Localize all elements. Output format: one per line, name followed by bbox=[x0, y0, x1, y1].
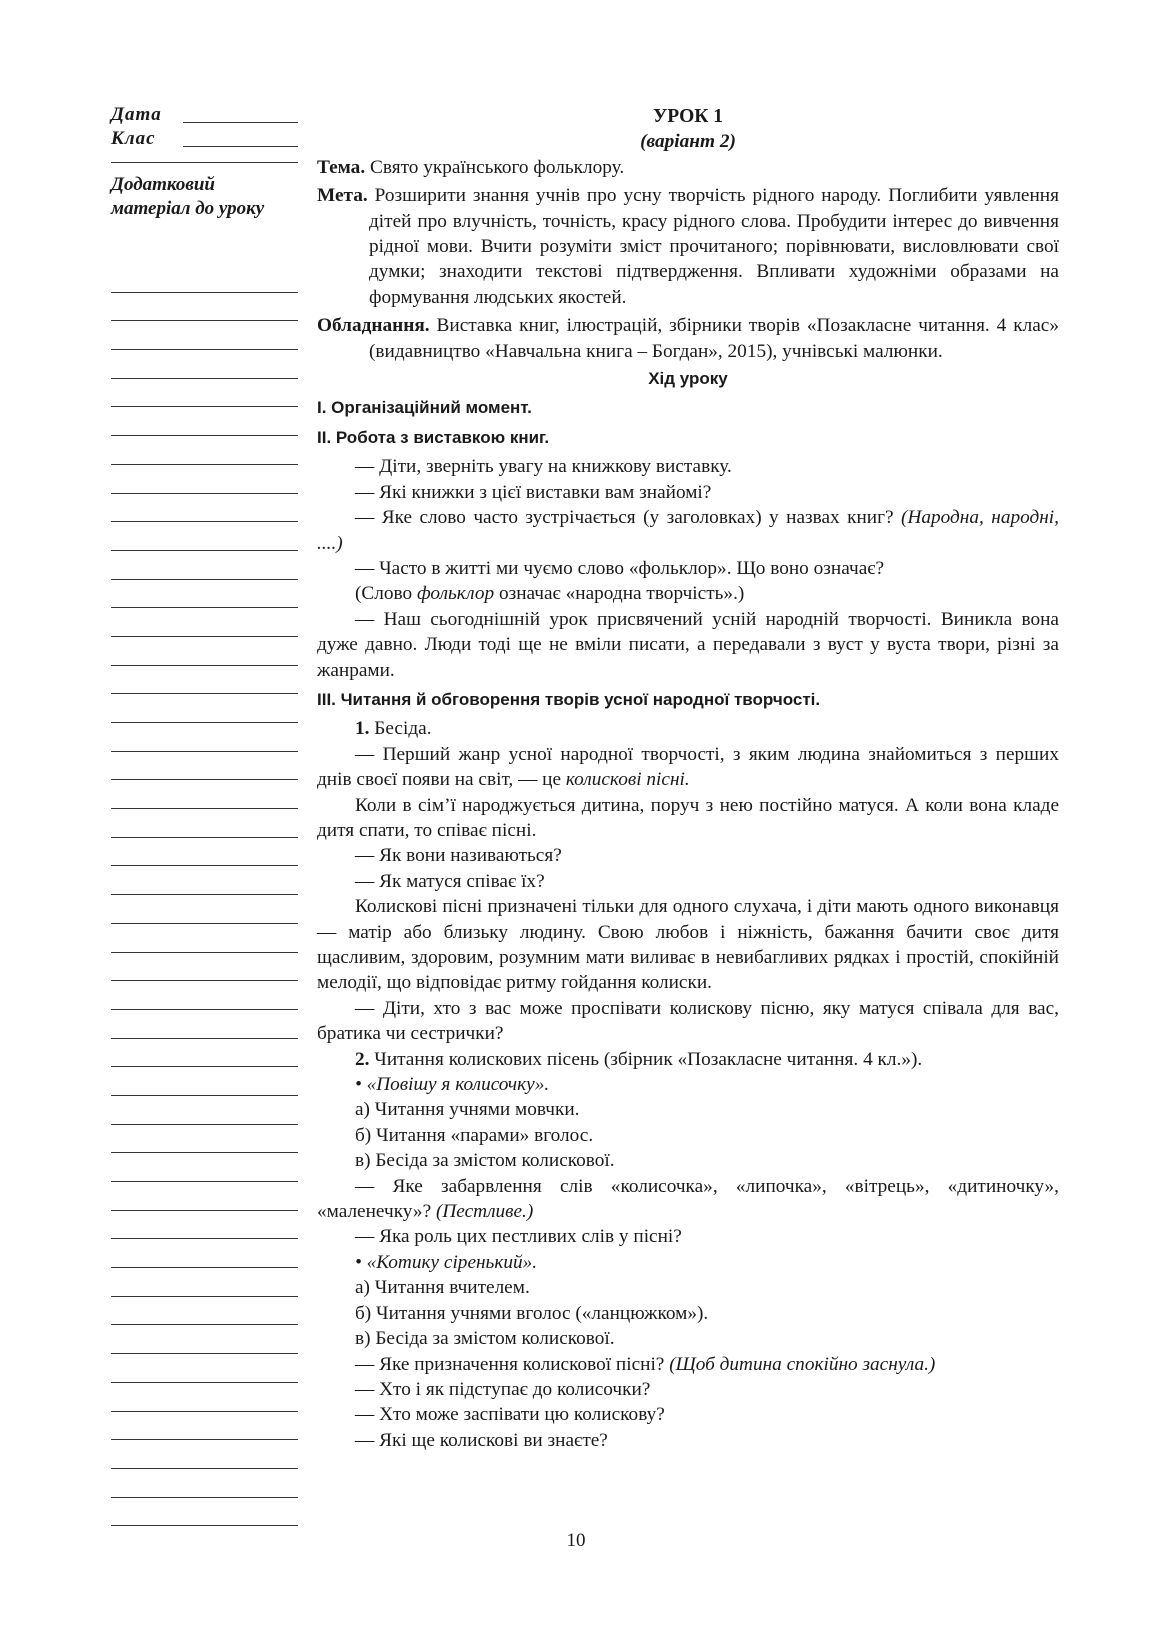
lesson-title: УРОК 1 bbox=[652, 106, 724, 127]
equipment-label: Обладнання. bbox=[317, 315, 430, 337]
note-line bbox=[111, 436, 298, 465]
notes-lines bbox=[111, 264, 298, 1526]
extra-material-label: Додатковий матеріал до уроку bbox=[111, 174, 265, 219]
s2-line-4: — Часто в житті ми чуємо слово «фольклор». Що воно означає? bbox=[355, 557, 885, 579]
section-3-heading: III. Читання й обговорення творів усної народної творчості. bbox=[317, 689, 821, 709]
section-2-heading: II. Робота з виставкою книг. bbox=[317, 427, 550, 447]
s2-line-3-answer: (Народна, народні, ....) bbox=[317, 507, 1059, 554]
s2-line-5-term: фольклор bbox=[417, 583, 495, 605]
note-line bbox=[111, 866, 298, 895]
class-line bbox=[183, 146, 298, 147]
song-2-step-a: а) Читання вчителем. bbox=[355, 1277, 530, 1299]
song-2-title: • «Котику сіренький». bbox=[355, 1251, 538, 1273]
s2-line-3-text: — Яке слово часто зустрічається (у заголовках) у назвах книг? bbox=[355, 507, 894, 529]
s2-line-2: — Які книжки з цієї виставки вам знайомі? bbox=[355, 481, 712, 503]
date-field bbox=[111, 104, 298, 128]
s2-line-5 bbox=[317, 581, 1059, 606]
note-line bbox=[111, 522, 298, 551]
song-2-step-b: б) Читання учнями вголос («ланцюжком»). bbox=[355, 1302, 709, 1324]
note-line bbox=[111, 407, 298, 436]
note-line bbox=[111, 1412, 298, 1441]
note-line bbox=[111, 1498, 298, 1527]
s3-question-1: — Як вони називаються? bbox=[355, 845, 562, 867]
song-1-step-b: б) Читання «парами» вголос. bbox=[355, 1124, 594, 1146]
s3-question-5-answer: (Щоб дитина спокійно заснула.) bbox=[669, 1353, 936, 1375]
note-line bbox=[111, 637, 298, 666]
note-line bbox=[111, 981, 298, 1010]
topic bbox=[317, 155, 1059, 180]
note-line bbox=[111, 350, 298, 379]
s3-para-3: Колискові пісні призначені тільки для одного слухача, і діти мають одного виконавця — матір або близьку людину. Свою любов і ніжність, бажання бачити своє дитя щасливим, здоровим, розумним мати виливає в невибагливих рядках і простій, спокійній мелодії, що відповідає ритму гойдання колиски. bbox=[317, 896, 1059, 994]
note-line bbox=[111, 379, 298, 408]
note-line bbox=[111, 580, 298, 609]
note-line bbox=[111, 752, 298, 781]
note-line bbox=[111, 1325, 298, 1354]
note-line bbox=[111, 694, 298, 723]
note-line bbox=[111, 1067, 298, 1096]
lesson-content bbox=[317, 104, 1059, 1453]
song-2-step-c: в) Бесіда за змістом колискової. bbox=[355, 1328, 615, 1350]
note-line bbox=[111, 1297, 298, 1326]
section-1-heading: I. Організаційний момент. bbox=[317, 398, 532, 418]
s3-para-4: — Діти, хто з вас може проспівати колискову пісню, яку матуся співала для вас, братика чи сестрички? bbox=[317, 997, 1059, 1045]
note-line bbox=[111, 264, 298, 293]
margin-column bbox=[111, 104, 298, 221]
song-1-title: • «Повішу я колисочку». bbox=[355, 1074, 550, 1096]
s2-line-5c: означає «народна творчість».) bbox=[498, 583, 745, 605]
s3-item-2-text: Читання колискових пісень (збірник «Позакласне читання. 4 кл.»). bbox=[374, 1048, 923, 1070]
note-line bbox=[111, 494, 298, 523]
page-number: 10 bbox=[566, 1530, 586, 1551]
s3-question-8: — Які ще колискові ви знаєте? bbox=[355, 1429, 608, 1451]
note-line bbox=[111, 666, 298, 695]
equipment-text: Виставка книг, ілюстрацій, збірники творів «Позакласне читання. 4 клас» (видавництво «Навчальна книга – Богдан», 2015), учнівські малюнки. bbox=[369, 315, 1059, 362]
s3-question-2: — Як матуся співає їх? bbox=[355, 870, 545, 892]
s3-question-3-answer: (Пестливе.) bbox=[435, 1201, 534, 1223]
equipment bbox=[317, 313, 1059, 364]
s3-question-5-text: — Яке призначення колискової пісні? bbox=[355, 1353, 665, 1375]
s3-para-1 bbox=[317, 742, 1059, 793]
note-line bbox=[111, 1010, 298, 1039]
note-line bbox=[111, 723, 298, 752]
note-line bbox=[111, 1239, 298, 1268]
s2-line-5a: (Слово bbox=[355, 583, 413, 605]
note-line bbox=[111, 1182, 298, 1211]
s2-line-3 bbox=[317, 505, 1059, 556]
s2-line-1: — Діти, зверніть увагу на книжкову виставку. bbox=[355, 456, 732, 478]
goal bbox=[317, 183, 1059, 310]
note-line bbox=[111, 809, 298, 838]
s3-para-1-text: — Перший жанр усної народної творчості, з яким людина знайомиться з перших днів своєї появи на світ, — це bbox=[317, 743, 1059, 791]
topic-label: Тема. bbox=[317, 156, 366, 178]
goal-text: Розширити знання учнів про усну творчість рідного народу. Поглибити уявлення дітей про влучність, точність, красу рідного слова. Пробудити інтерес до вивчення рідної мови. Вчити розуміти зміст прочитаного; порівнювати, висловлювати свої думки; знаходити текстові підтвердження. Впливати художніми образами на формування людських якостей. bbox=[369, 185, 1059, 308]
song-1-step-c: в) Бесіда за змістом колискової. bbox=[355, 1150, 615, 1172]
note-line bbox=[111, 1469, 298, 1498]
note-line bbox=[111, 1440, 298, 1469]
s3-item-2-num: 2. bbox=[355, 1048, 370, 1070]
note-line bbox=[111, 1383, 298, 1412]
note-line bbox=[111, 1354, 298, 1383]
course-heading: Хід уроку bbox=[648, 369, 728, 389]
note-line bbox=[111, 780, 298, 809]
s3-para-2: Коли в сім’ї народжується дитина, поруч з нею постійно матуся. А коли вона кладе дитя спати, то співає пісні. bbox=[317, 794, 1059, 841]
note-line bbox=[111, 838, 298, 867]
s3-question-6: — Хто і як підступає до колисочки? bbox=[355, 1378, 651, 1400]
lesson-variant: (варіант 2) bbox=[640, 131, 736, 153]
goal-label: Мета. bbox=[317, 185, 368, 207]
note-line bbox=[111, 1211, 298, 1240]
note-line bbox=[111, 895, 298, 924]
s3-question-5 bbox=[317, 1352, 1059, 1377]
note-line bbox=[111, 1125, 298, 1154]
s3-question-7: — Хто може заспівати цю колискову? bbox=[355, 1404, 665, 1426]
separator-line bbox=[111, 162, 298, 163]
s3-question-4: — Яка роль цих пестливих слів у пісні? bbox=[355, 1226, 682, 1248]
date-label: Дата bbox=[111, 104, 162, 125]
note-line bbox=[111, 1153, 298, 1182]
note-line bbox=[111, 465, 298, 494]
note-line bbox=[111, 293, 298, 322]
note-line bbox=[111, 1039, 298, 1068]
note-line bbox=[111, 924, 298, 953]
date-line bbox=[183, 122, 298, 123]
s2-line-6: — Наш сьогоднішній урок присвячений усній народній творчості. Виникла вона дуже давно. Люди тоді ще не вміли писати, а передавали з вуст у вуста твори, різні за жанрами. bbox=[317, 608, 1059, 681]
topic-text: Свято українського фольклору. bbox=[369, 156, 625, 178]
s3-item-1 bbox=[317, 716, 1059, 741]
note-line bbox=[111, 551, 298, 580]
s3-question-3 bbox=[317, 1174, 1059, 1225]
note-line bbox=[111, 1096, 298, 1125]
s3-item-1-num: 1. bbox=[355, 718, 370, 740]
note-line bbox=[111, 321, 298, 350]
song-1-step-a: а) Читання учнями мовчки. bbox=[355, 1099, 580, 1121]
note-line bbox=[111, 953, 298, 982]
note-line bbox=[111, 1268, 298, 1297]
s3-para-1-term: колискові пісні. bbox=[565, 769, 690, 791]
s3-item-2 bbox=[317, 1047, 1059, 1072]
s3-question-3-text: — Яке забарвлення слів «колисочка», «липочка», «вітрець», «дитиночку», «маленечку»? bbox=[317, 1175, 1059, 1223]
s3-item-1-text: Бесіда. bbox=[374, 718, 432, 740]
class-field bbox=[111, 128, 298, 152]
class-label: Клас bbox=[111, 128, 156, 149]
note-line bbox=[111, 608, 298, 637]
